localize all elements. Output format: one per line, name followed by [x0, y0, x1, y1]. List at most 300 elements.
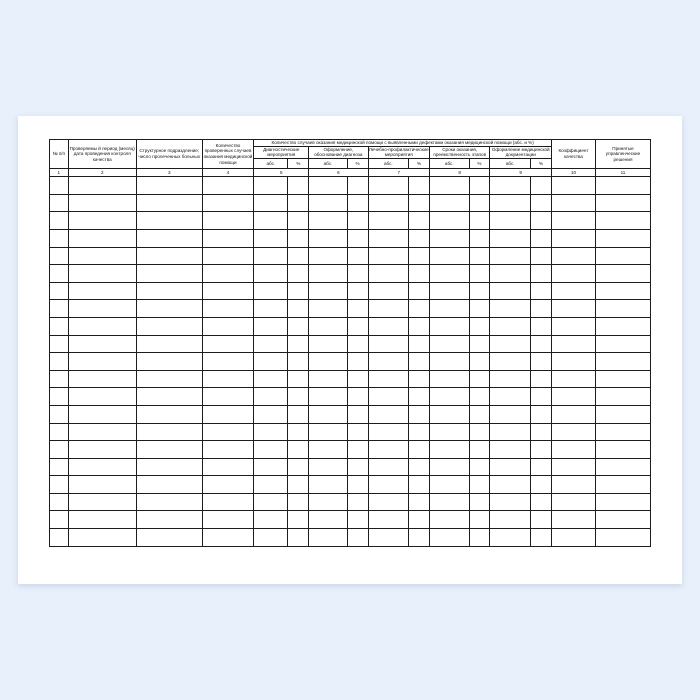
table-cell[interactable] [254, 247, 288, 265]
table-cell[interactable] [347, 317, 368, 335]
table-cell[interactable] [430, 353, 470, 371]
table-cell[interactable] [50, 476, 69, 494]
table-cell[interactable] [552, 212, 596, 230]
table-cell[interactable] [347, 476, 368, 494]
table-cell[interactable] [469, 177, 490, 195]
table-cell[interactable] [552, 353, 596, 371]
table-cell[interactable] [50, 282, 69, 300]
table-row[interactable] [50, 458, 651, 476]
table-cell[interactable] [409, 370, 430, 388]
table-cell[interactable] [288, 423, 309, 441]
table-cell[interactable] [347, 282, 368, 300]
table-cell[interactable] [50, 194, 69, 212]
table-cell[interactable] [68, 265, 136, 283]
table-cell[interactable] [202, 493, 254, 511]
table-cell[interactable] [254, 177, 288, 195]
table-cell[interactable] [254, 458, 288, 476]
table-cell[interactable] [68, 511, 136, 529]
table-cell[interactable] [552, 423, 596, 441]
table-cell[interactable] [288, 212, 309, 230]
table-cell[interactable] [552, 335, 596, 353]
table-cell[interactable] [136, 282, 202, 300]
table-cell[interactable] [309, 370, 347, 388]
table-cell[interactable] [430, 247, 470, 265]
table-cell[interactable] [430, 493, 470, 511]
table-cell[interactable] [595, 353, 650, 371]
table-cell[interactable] [309, 458, 347, 476]
table-cell[interactable] [50, 370, 69, 388]
table-cell[interactable] [309, 493, 347, 511]
table-cell[interactable] [490, 388, 531, 406]
table-cell[interactable] [368, 370, 409, 388]
table-cell[interactable] [430, 476, 470, 494]
table-cell[interactable] [430, 229, 470, 247]
table-cell[interactable] [202, 194, 254, 212]
table-cell[interactable] [347, 212, 368, 230]
table-cell[interactable] [136, 353, 202, 371]
table-cell[interactable] [490, 177, 531, 195]
table-cell[interactable] [68, 388, 136, 406]
table-cell[interactable] [531, 194, 552, 212]
table-cell[interactable] [595, 282, 650, 300]
table-cell[interactable] [50, 511, 69, 529]
table-cell[interactable] [202, 405, 254, 423]
table-cell[interactable] [50, 247, 69, 265]
table-cell[interactable] [202, 423, 254, 441]
table-cell[interactable] [490, 247, 531, 265]
table-cell[interactable] [469, 493, 490, 511]
table-row[interactable] [50, 335, 651, 353]
table-cell[interactable] [309, 441, 347, 459]
table-cell[interactable] [288, 405, 309, 423]
table-cell[interactable] [347, 529, 368, 547]
table-cell[interactable] [309, 300, 347, 318]
table-cell[interactable] [490, 317, 531, 335]
table-cell[interactable] [368, 476, 409, 494]
table-cell[interactable] [430, 423, 470, 441]
table-cell[interactable] [309, 194, 347, 212]
table-cell[interactable] [288, 317, 309, 335]
table-cell[interactable] [531, 370, 552, 388]
table-cell[interactable] [254, 194, 288, 212]
table-cell[interactable] [288, 177, 309, 195]
table-cell[interactable] [288, 247, 309, 265]
table-cell[interactable] [490, 405, 531, 423]
table-cell[interactable] [531, 441, 552, 459]
table-cell[interactable] [50, 265, 69, 283]
table-cell[interactable] [288, 265, 309, 283]
table-cell[interactable] [595, 212, 650, 230]
table-cell[interactable] [409, 493, 430, 511]
table-cell[interactable] [288, 335, 309, 353]
table-cell[interactable] [490, 335, 531, 353]
table-cell[interactable] [368, 317, 409, 335]
table-cell[interactable] [136, 529, 202, 547]
table-cell[interactable] [202, 177, 254, 195]
table-cell[interactable] [202, 335, 254, 353]
table-cell[interactable] [490, 353, 531, 371]
table-cell[interactable] [50, 529, 69, 547]
table-cell[interactable] [136, 458, 202, 476]
table-cell[interactable] [254, 493, 288, 511]
table-cell[interactable] [288, 511, 309, 529]
table-cell[interactable] [531, 405, 552, 423]
table-cell[interactable] [50, 493, 69, 511]
table-cell[interactable] [490, 476, 531, 494]
table-cell[interactable] [202, 388, 254, 406]
table-row[interactable] [50, 194, 651, 212]
table-cell[interactable] [68, 441, 136, 459]
table-cell[interactable] [552, 476, 596, 494]
table-cell[interactable] [552, 370, 596, 388]
table-cell[interactable] [469, 441, 490, 459]
table-cell[interactable] [409, 194, 430, 212]
table-cell[interactable] [202, 247, 254, 265]
table-row[interactable] [50, 476, 651, 494]
table-cell[interactable] [409, 529, 430, 547]
table-cell[interactable] [368, 441, 409, 459]
table-cell[interactable] [136, 476, 202, 494]
table-cell[interactable] [254, 476, 288, 494]
table-cell[interactable] [68, 300, 136, 318]
table-cell[interactable] [469, 529, 490, 547]
table-cell[interactable] [595, 194, 650, 212]
table-cell[interactable] [469, 353, 490, 371]
table-cell[interactable] [490, 212, 531, 230]
table-cell[interactable] [368, 229, 409, 247]
table-cell[interactable] [531, 247, 552, 265]
table-cell[interactable] [430, 265, 470, 283]
table-cell[interactable] [552, 177, 596, 195]
table-cell[interactable] [368, 282, 409, 300]
table-cell[interactable] [68, 423, 136, 441]
table-cell[interactable] [309, 229, 347, 247]
table-cell[interactable] [68, 370, 136, 388]
table-row[interactable] [50, 529, 651, 547]
table-cell[interactable] [595, 529, 650, 547]
table-cell[interactable] [309, 265, 347, 283]
table-cell[interactable] [68, 335, 136, 353]
table-cell[interactable] [288, 388, 309, 406]
table-row[interactable] [50, 370, 651, 388]
table-cell[interactable] [254, 388, 288, 406]
table-cell[interactable] [288, 300, 309, 318]
table-cell[interactable] [68, 194, 136, 212]
table-cell[interactable] [531, 476, 552, 494]
table-cell[interactable] [552, 282, 596, 300]
table-cell[interactable] [469, 212, 490, 230]
table-cell[interactable] [490, 423, 531, 441]
table-cell[interactable] [409, 458, 430, 476]
table-cell[interactable] [430, 335, 470, 353]
table-cell[interactable] [136, 194, 202, 212]
table-cell[interactable] [469, 194, 490, 212]
table-cell[interactable] [136, 423, 202, 441]
table-cell[interactable] [469, 370, 490, 388]
table-cell[interactable] [309, 247, 347, 265]
table-cell[interactable] [50, 300, 69, 318]
table-cell[interactable] [68, 317, 136, 335]
table-cell[interactable] [136, 177, 202, 195]
table-cell[interactable] [490, 458, 531, 476]
table-cell[interactable] [50, 335, 69, 353]
table-cell[interactable] [368, 265, 409, 283]
table-cell[interactable] [254, 282, 288, 300]
table-cell[interactable] [552, 441, 596, 459]
table-cell[interactable] [309, 282, 347, 300]
table-cell[interactable] [202, 458, 254, 476]
table-cell[interactable] [595, 423, 650, 441]
table-cell[interactable] [202, 353, 254, 371]
table-cell[interactable] [552, 300, 596, 318]
table-cell[interactable] [68, 353, 136, 371]
table-cell[interactable] [531, 317, 552, 335]
table-cell[interactable] [68, 282, 136, 300]
table-row[interactable] [50, 441, 651, 459]
table-cell[interactable] [309, 476, 347, 494]
table-cell[interactable] [347, 229, 368, 247]
table-cell[interactable] [595, 458, 650, 476]
table-cell[interactable] [430, 388, 470, 406]
table-cell[interactable] [531, 423, 552, 441]
table-cell[interactable] [595, 370, 650, 388]
table-cell[interactable] [202, 265, 254, 283]
table-cell[interactable] [136, 511, 202, 529]
table-cell[interactable] [469, 405, 490, 423]
table-cell[interactable] [254, 335, 288, 353]
table-cell[interactable] [288, 476, 309, 494]
table-row[interactable] [50, 247, 651, 265]
table-cell[interactable] [409, 353, 430, 371]
table-row[interactable] [50, 353, 651, 371]
table-cell[interactable] [552, 194, 596, 212]
table-cell[interactable] [368, 493, 409, 511]
table-cell[interactable] [202, 300, 254, 318]
table-cell[interactable] [368, 388, 409, 406]
table-cell[interactable] [347, 247, 368, 265]
table-cell[interactable] [288, 370, 309, 388]
table-cell[interactable] [430, 282, 470, 300]
table-cell[interactable] [595, 493, 650, 511]
table-cell[interactable] [368, 194, 409, 212]
table-cell[interactable] [409, 212, 430, 230]
table-cell[interactable] [469, 265, 490, 283]
table-cell[interactable] [469, 317, 490, 335]
table-cell[interactable] [68, 529, 136, 547]
table-cell[interactable] [368, 353, 409, 371]
table-cell[interactable] [288, 229, 309, 247]
table-cell[interactable] [595, 247, 650, 265]
table-cell[interactable] [552, 317, 596, 335]
table-cell[interactable] [552, 388, 596, 406]
table-cell[interactable] [430, 212, 470, 230]
table-row[interactable] [50, 405, 651, 423]
table-row[interactable] [50, 388, 651, 406]
table-cell[interactable] [531, 335, 552, 353]
table-cell[interactable] [254, 317, 288, 335]
table-cell[interactable] [288, 353, 309, 371]
table-cell[interactable] [409, 405, 430, 423]
table-cell[interactable] [309, 405, 347, 423]
table-cell[interactable] [50, 317, 69, 335]
table-cell[interactable] [531, 493, 552, 511]
table-cell[interactable] [409, 177, 430, 195]
table-cell[interactable] [430, 194, 470, 212]
table-row[interactable] [50, 265, 651, 283]
table-cell[interactable] [136, 212, 202, 230]
table-cell[interactable] [254, 229, 288, 247]
table-cell[interactable] [409, 229, 430, 247]
table-cell[interactable] [430, 177, 470, 195]
table-cell[interactable] [490, 511, 531, 529]
table-cell[interactable] [202, 441, 254, 459]
table-cell[interactable] [409, 300, 430, 318]
table-cell[interactable] [409, 423, 430, 441]
table-cell[interactable] [202, 511, 254, 529]
table-cell[interactable] [368, 405, 409, 423]
table-cell[interactable] [347, 300, 368, 318]
table-cell[interactable] [347, 265, 368, 283]
table-cell[interactable] [347, 177, 368, 195]
table-cell[interactable] [50, 458, 69, 476]
table-cell[interactable] [309, 529, 347, 547]
table-cell[interactable] [469, 335, 490, 353]
table-cell[interactable] [347, 353, 368, 371]
table-cell[interactable] [347, 493, 368, 511]
table-cell[interactable] [531, 511, 552, 529]
table-cell[interactable] [368, 212, 409, 230]
table-cell[interactable] [409, 476, 430, 494]
table-cell[interactable] [595, 476, 650, 494]
table-cell[interactable] [469, 247, 490, 265]
table-cell[interactable] [552, 405, 596, 423]
table-cell[interactable] [309, 388, 347, 406]
table-cell[interactable] [254, 529, 288, 547]
table-cell[interactable] [531, 265, 552, 283]
table-cell[interactable] [254, 423, 288, 441]
table-cell[interactable] [347, 423, 368, 441]
table-cell[interactable] [50, 177, 69, 195]
table-cell[interactable] [469, 300, 490, 318]
table-cell[interactable] [309, 423, 347, 441]
table-cell[interactable] [531, 458, 552, 476]
table-cell[interactable] [552, 265, 596, 283]
table-cell[interactable] [368, 511, 409, 529]
table-cell[interactable] [68, 212, 136, 230]
table-cell[interactable] [469, 511, 490, 529]
table-cell[interactable] [430, 441, 470, 459]
table-cell[interactable] [288, 441, 309, 459]
table-cell[interactable] [531, 212, 552, 230]
table-cell[interactable] [68, 493, 136, 511]
table-cell[interactable] [254, 511, 288, 529]
table-cell[interactable] [531, 177, 552, 195]
table-cell[interactable] [430, 300, 470, 318]
table-cell[interactable] [531, 388, 552, 406]
table-cell[interactable] [202, 529, 254, 547]
table-cell[interactable] [50, 405, 69, 423]
table-row[interactable] [50, 212, 651, 230]
table-cell[interactable] [595, 511, 650, 529]
table-cell[interactable] [68, 405, 136, 423]
table-row[interactable] [50, 229, 651, 247]
table-cell[interactable] [469, 476, 490, 494]
table-row[interactable] [50, 511, 651, 529]
table-cell[interactable] [309, 177, 347, 195]
table-cell[interactable] [490, 529, 531, 547]
table-cell[interactable] [309, 353, 347, 371]
table-cell[interactable] [490, 265, 531, 283]
table-cell[interactable] [347, 405, 368, 423]
table-cell[interactable] [595, 265, 650, 283]
table-cell[interactable] [368, 423, 409, 441]
table-cell[interactable] [595, 317, 650, 335]
table-cell[interactable] [50, 441, 69, 459]
table-cell[interactable] [50, 229, 69, 247]
table-cell[interactable] [552, 247, 596, 265]
table-cell[interactable] [68, 476, 136, 494]
table-cell[interactable] [531, 300, 552, 318]
table-cell[interactable] [531, 282, 552, 300]
table-cell[interactable] [68, 177, 136, 195]
table-cell[interactable] [469, 388, 490, 406]
table-cell[interactable] [595, 300, 650, 318]
table-cell[interactable] [309, 335, 347, 353]
table-cell[interactable] [595, 177, 650, 195]
table-cell[interactable] [409, 511, 430, 529]
table-cell[interactable] [202, 476, 254, 494]
table-cell[interactable] [430, 529, 470, 547]
table-cell[interactable] [469, 423, 490, 441]
table-cell[interactable] [347, 511, 368, 529]
table-cell[interactable] [288, 458, 309, 476]
table-cell[interactable] [430, 317, 470, 335]
table-cell[interactable] [430, 370, 470, 388]
table-cell[interactable] [368, 247, 409, 265]
table-cell[interactable] [254, 370, 288, 388]
table-cell[interactable] [136, 388, 202, 406]
table-cell[interactable] [595, 335, 650, 353]
table-cell[interactable] [490, 229, 531, 247]
table-cell[interactable] [68, 229, 136, 247]
table-cell[interactable] [430, 511, 470, 529]
table-cell[interactable] [409, 282, 430, 300]
table-cell[interactable] [202, 282, 254, 300]
table-cell[interactable] [347, 458, 368, 476]
table-row[interactable] [50, 423, 651, 441]
table-cell[interactable] [136, 229, 202, 247]
table-row[interactable] [50, 317, 651, 335]
table-cell[interactable] [469, 229, 490, 247]
table-cell[interactable] [202, 370, 254, 388]
table-cell[interactable] [531, 229, 552, 247]
table-cell[interactable] [347, 370, 368, 388]
table-cell[interactable] [254, 441, 288, 459]
table-cell[interactable] [50, 353, 69, 371]
table-cell[interactable] [409, 247, 430, 265]
table-cell[interactable] [409, 265, 430, 283]
table-cell[interactable] [202, 229, 254, 247]
table-cell[interactable] [136, 265, 202, 283]
table-cell[interactable] [254, 300, 288, 318]
table-cell[interactable] [552, 511, 596, 529]
table-cell[interactable] [409, 441, 430, 459]
table-cell[interactable] [254, 405, 288, 423]
table-cell[interactable] [430, 405, 470, 423]
table-cell[interactable] [595, 441, 650, 459]
table-row[interactable] [50, 282, 651, 300]
table-cell[interactable] [409, 335, 430, 353]
